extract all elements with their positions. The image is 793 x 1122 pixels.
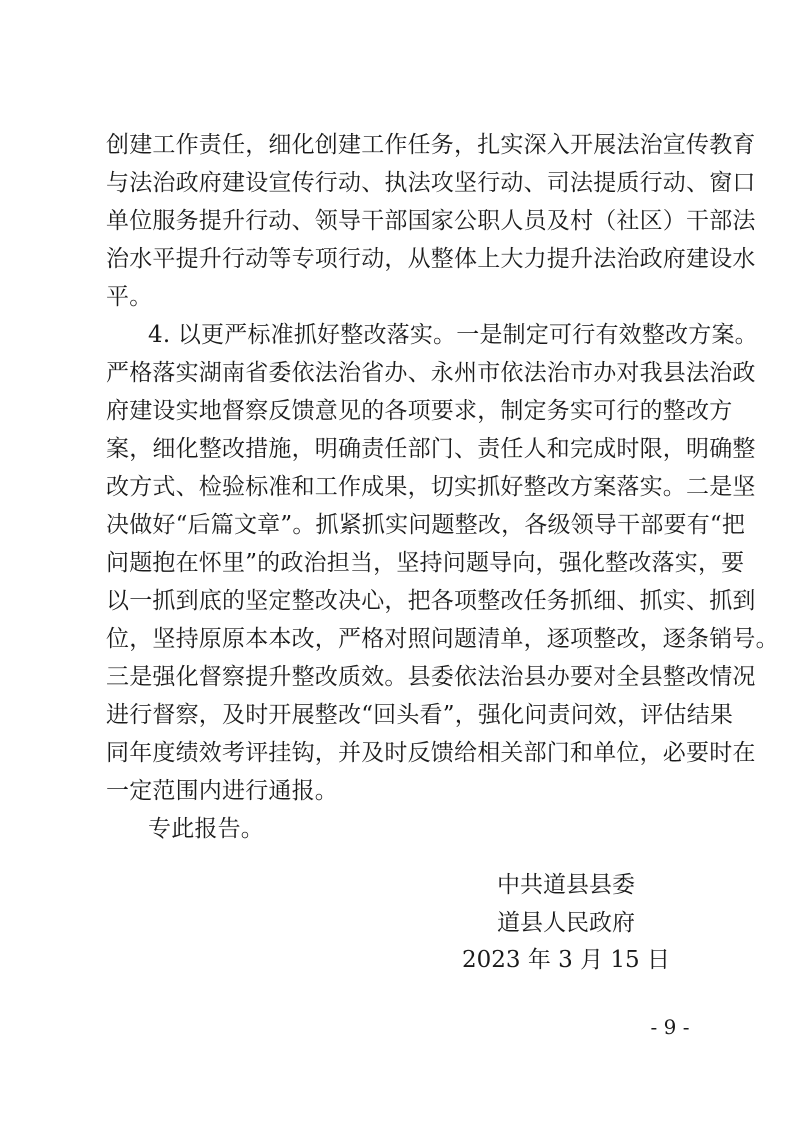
closing-line: 专此报告。 xyxy=(148,816,264,842)
paragraph-2-line-13: 一定范围内进行通报。 xyxy=(106,778,338,804)
page-number: - 9 - xyxy=(650,1015,690,1039)
paragraph-2-line-4: 案，细化整改措施，明确责任部门、责任人和完成时限，明确整 xyxy=(106,436,756,462)
paragraph-2-line-1: 4. 以更严标准抓好整改落实。一是制定可行有效整改方案。 xyxy=(148,322,758,348)
paragraph-2-line-3: 府建设实地督察反馈意见的各项要求，制定务实可行的整改方 xyxy=(106,398,733,424)
paragraph-1-line-2: 与法治政府建设宣传行动、执法攻坚行动、司法提质行动、窗口 xyxy=(106,170,756,196)
signature-date: 2023 年 3 月 15 日 xyxy=(462,947,670,973)
paragraph-1-line-1: 创建工作责任，细化创建工作任务，扎实深入开展法治宣传教育 xyxy=(106,132,756,158)
paragraph-1-line-5: 平。 xyxy=(106,284,153,310)
signature-org-1: 中共道县县委 xyxy=(497,872,635,898)
paragraph-2-line-10: 三是强化督察提升整改质效。县委依法治县办要对全县整改情况 xyxy=(106,664,756,690)
paragraph-2-line-12: 同年度绩效考评挂钩，并及时反馈给相关部门和单位，必要时在 xyxy=(106,740,756,766)
paragraph-2-line-5: 改方式、检验标准和工作成果，切实抓好整改方案落实。二是坚 xyxy=(106,474,756,500)
paragraph-2-line-11: 进行督察，及时开展整改“回头看”，强化问责问效，评估结果 xyxy=(106,702,734,728)
paragraph-1-line-3: 单位服务提升行动、领导干部国家公职人员及村（社区）干部法 xyxy=(106,208,756,234)
paragraph-2-line-2: 严格落实湖南省委依法治省办、永州市依法治市办对我县法治政 xyxy=(106,360,756,386)
paragraph-2-line-6: 决做好“后篇文章”。抓紧抓实问题整改，各级领导干部要有“把 xyxy=(106,512,746,538)
document-body xyxy=(106,126,779,848)
paragraph-2-line-7: 问题抱在怀里”的政治担当，坚持问题导向，强化整改落实，要 xyxy=(106,550,745,576)
paragraph-2-line-9: 位，坚持原原本本改，严格对照问题清单，逐项整改，逐条销号。 xyxy=(106,626,779,652)
paragraph-1-line-4: 治水平提升行动等专项行动，从整体上大力提升法治政府建设水 xyxy=(106,246,756,272)
signature-org-2: 道县人民政府 xyxy=(497,910,635,936)
paragraph-2-line-8: 以一抓到底的坚定整改决心，把各项整改任务抓细、抓实、抓到 xyxy=(106,588,756,614)
